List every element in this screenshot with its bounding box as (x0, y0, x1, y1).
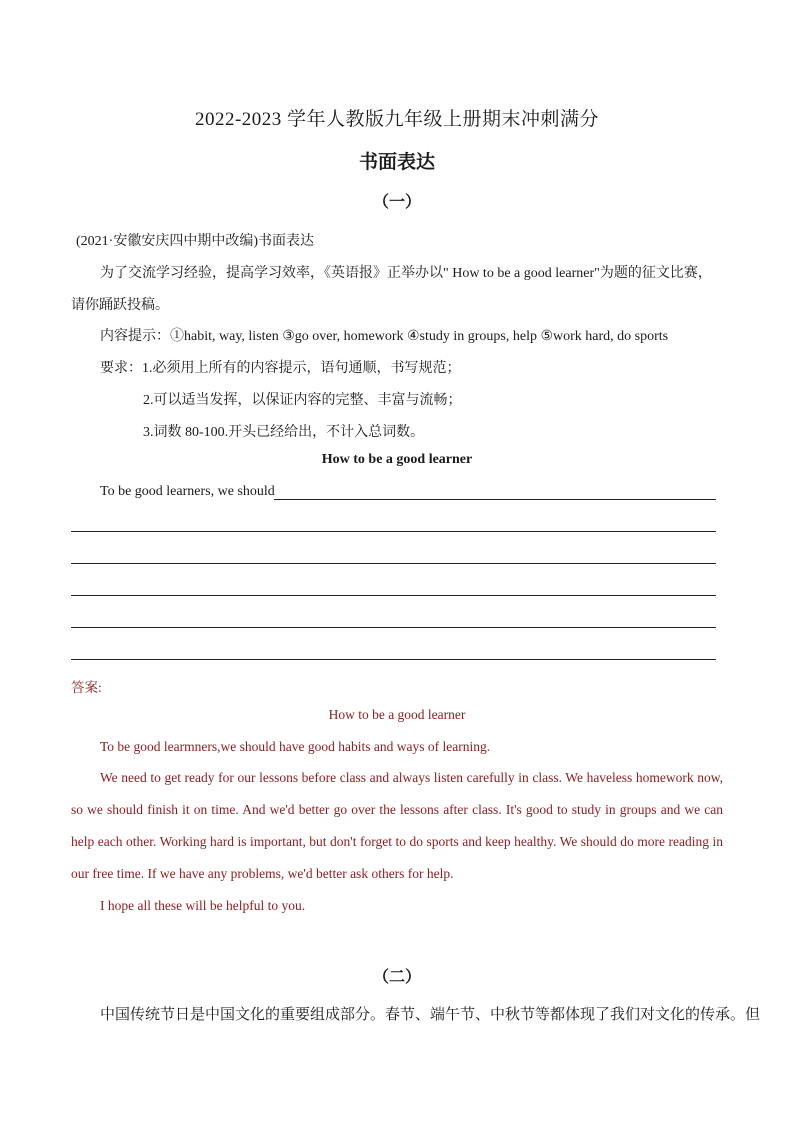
prompt-line-2: 请你踊跃投稿。 (71, 298, 169, 313)
writing-line (71, 595, 716, 596)
question-source: (2021·安徽安庆四中期中改编)书面表达 (76, 234, 314, 249)
writing-line (71, 531, 716, 532)
writing-line (274, 499, 716, 500)
writing-line (71, 627, 716, 628)
answer-paragraph-2: We need to get ready for our lessons before class and always listen carefully in class. We haveless homework now, so we should finish it on time. And we'd better go over the lessons after class. It's good to study in groups and we can help each other. Working hard is important, but don't forget to do sports and keep healthy. We should do more reading in our free time. If we have any problems, we'd better ask others for help. (71, 770, 723, 881)
section-one-label: （一） (372, 194, 421, 211)
requirement-1: 要求：1.必须用上所有的内容提示，语句通顺，书写规范； (100, 361, 461, 376)
answer-title: How to be a good learner (328, 707, 466, 722)
requirement-2: 2.可以适当发挥，以保证内容的完整、丰富与流畅； (143, 393, 462, 408)
prompt-line-1: 为了交流学习经验，提高学习效率，《英语报》正举办以" How to be a good learner"为题的征文比赛， (100, 266, 712, 281)
essay-opening: To be good learners, we should (100, 484, 275, 499)
section-two-label: （二） (372, 969, 421, 986)
page-subtitle: 书面表达 (358, 152, 435, 173)
writing-line (71, 563, 716, 564)
answer-label: 答案: (71, 680, 102, 695)
writing-line (71, 659, 716, 660)
requirement-3: 3.词数 80-100.开头已经给出，不计入总词数。 (143, 425, 425, 440)
essay-title: How to be a good learner (321, 452, 473, 467)
page-title: 2022-2023 学年人教版九年级上册期末冲刺满分 (194, 109, 600, 130)
answer-paragraph-3: I hope all these will be helpful to you. (100, 898, 306, 913)
section-two-text: 中国传统节日是中国文化的重要组成部分。春节、端午节、中秋节等都体现了我们对文化的传承。但 (100, 1007, 761, 1023)
answer-paragraph-1: To be good learmners,we should have good habits and ways of learning. (100, 739, 491, 754)
content-hints: 内容提示：①habit, way, listen ③go over, homework ④study in groups, help ⑤work hard, do sports (100, 329, 669, 344)
